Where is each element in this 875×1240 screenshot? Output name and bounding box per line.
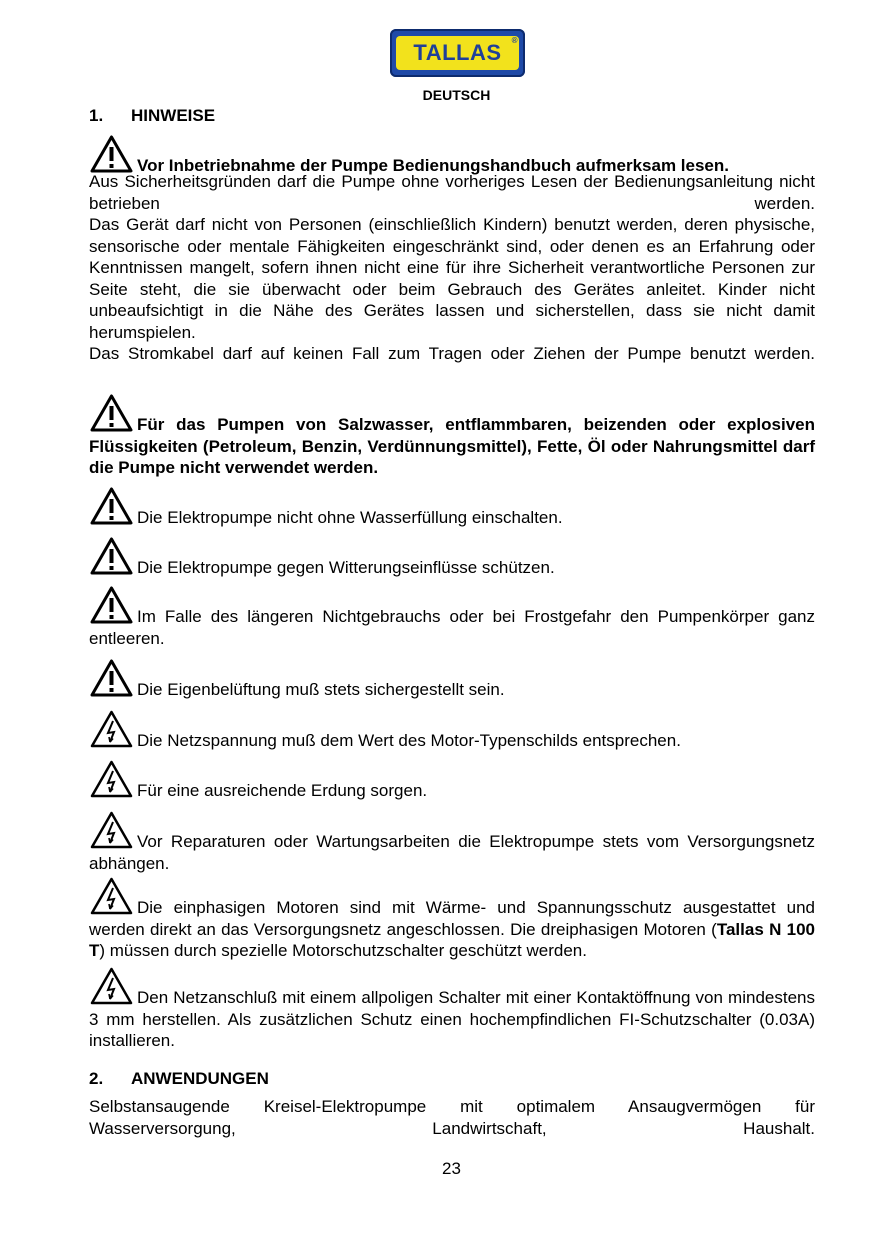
warning-triangle-icon <box>89 134 134 174</box>
warning-triangle-icon <box>89 536 134 576</box>
language-label: DEUTSCH <box>422 87 491 103</box>
warning-ventilation: Die Eigenbelüftung muß stets sichergestellt sein. <box>89 658 815 701</box>
electrical-hazard-icon <box>89 759 134 799</box>
paragraph-persons-children: Das Gerät darf nicht von Personen (einschließlich Kindern) benutzt werden, deren physische, sensorische oder mentale Fähigkeiten eingeschränkt sind, oder denen es an Erfahrung oder Kenntnissen mangelt, sofern ihnen nicht eine für ihre Sicherheit verantwortliche Personen zur Seite steht, die sie überwacht oder beim Gebrauch des Gerätes anleitet. Kinder nicht unbeaufsichtigt in die Nähe des Gerätes lassen und sicherstellen, dass sie nicht damit herumspielen. <box>89 215 815 342</box>
electrical-mains-switch: Den Netzanschluß mit einem allpoligen Schalter mit einer Kontaktöffnung von mindestens 3 mm herstellen. Als zusätzlichen Schutz einen hochempfindlichen FI-Schutzschalter (0.03A) installieren. <box>89 966 815 1052</box>
warning-triangle-icon <box>89 585 134 625</box>
electrical-mains-voltage: Die Netzspannung muß dem Wert des Motor-Typenschilds entsprechen. <box>89 709 815 752</box>
electrical-hazard-icon <box>89 966 134 1006</box>
paragraph-power-cable: Das Stromkabel darf auf keinen Fall zum Tragen oder Ziehen der Pumpe benutzt werden. <box>89 344 815 363</box>
logo-registered-mark: ® <box>511 36 518 45</box>
model-name: Tallas N 100 T <box>89 919 815 960</box>
electrical-hazard-icon <box>89 876 134 916</box>
warning-triangle-icon <box>89 658 134 698</box>
electrical-hazard-icon <box>89 810 134 850</box>
warning-drain-pump: Im Falle des längeren Nichtgebrauchs oder bei Frostgefahr den Pumpenkörper ganz entleeren. <box>89 585 815 649</box>
tallas-logo <box>390 29 525 77</box>
warning-triangle-icon <box>89 486 134 526</box>
logo-text: TALLAS <box>413 40 502 65</box>
electrical-motor-protection: Die einphasigen Motoren sind mit Wärme- und Spannungsschutz ausgestattet und werden direkt an das Versorgungsnetz angeschlossen. Die dreiphasigen Motoren (Tallas N 100 T) müssen durch spezielle Motorschutzschalter geschützt werden. <box>89 876 815 962</box>
page-number: 23 <box>442 1159 461 1178</box>
electrical-grounding: Für eine ausreichende Erdung sorgen. <box>89 759 815 802</box>
electrical-disconnect-before-repair: Vor Reparaturen oder Wartungsarbeiten die Elektropumpe stets vom Versorgungsnetz abhängen. <box>89 810 815 874</box>
warning-weather-protection: Die Elektropumpe gegen Witterungseinflüsse schützen. <box>89 536 815 579</box>
warning-forbidden-liquids: Für das Pumpen von Salzwasser, entflammbaren, beizenden oder explosiven Flüssigkeiten (Petroleum, Benzin, Verdünnungsmittel), Fette, Öl oder Nahrungsmittel darf die Pumpe nicht verwendet werden. <box>89 393 815 479</box>
warning-triangle-icon <box>89 393 134 433</box>
warning-read-manual: Vor Inbetriebnahme der Pumpe Bedienungshandbuch aufmerksam lesen. <box>89 134 815 177</box>
electrical-hazard-icon <box>89 709 134 749</box>
paragraph-applications: Selbstansaugende Kreisel-Elektropumpe mit optimalem Ansaugvermögen für Wasserversorgung, Landwirtschaft, Haushalt. <box>89 1097 815 1138</box>
section-2-heading: 2. ANWENDUNGEN <box>89 1069 269 1088</box>
paragraph-safety-reasons: Aus Sicherheitsgründen darf die Pumpe ohne vorheriges Lesen der Bedienungsanleitung nicht betrieben werden. <box>89 172 815 213</box>
section-1-heading: 1. HINWEISE <box>89 106 216 125</box>
warning-no-dry-run: Die Elektropumpe nicht ohne Wasserfüllung einschalten. <box>89 486 815 529</box>
